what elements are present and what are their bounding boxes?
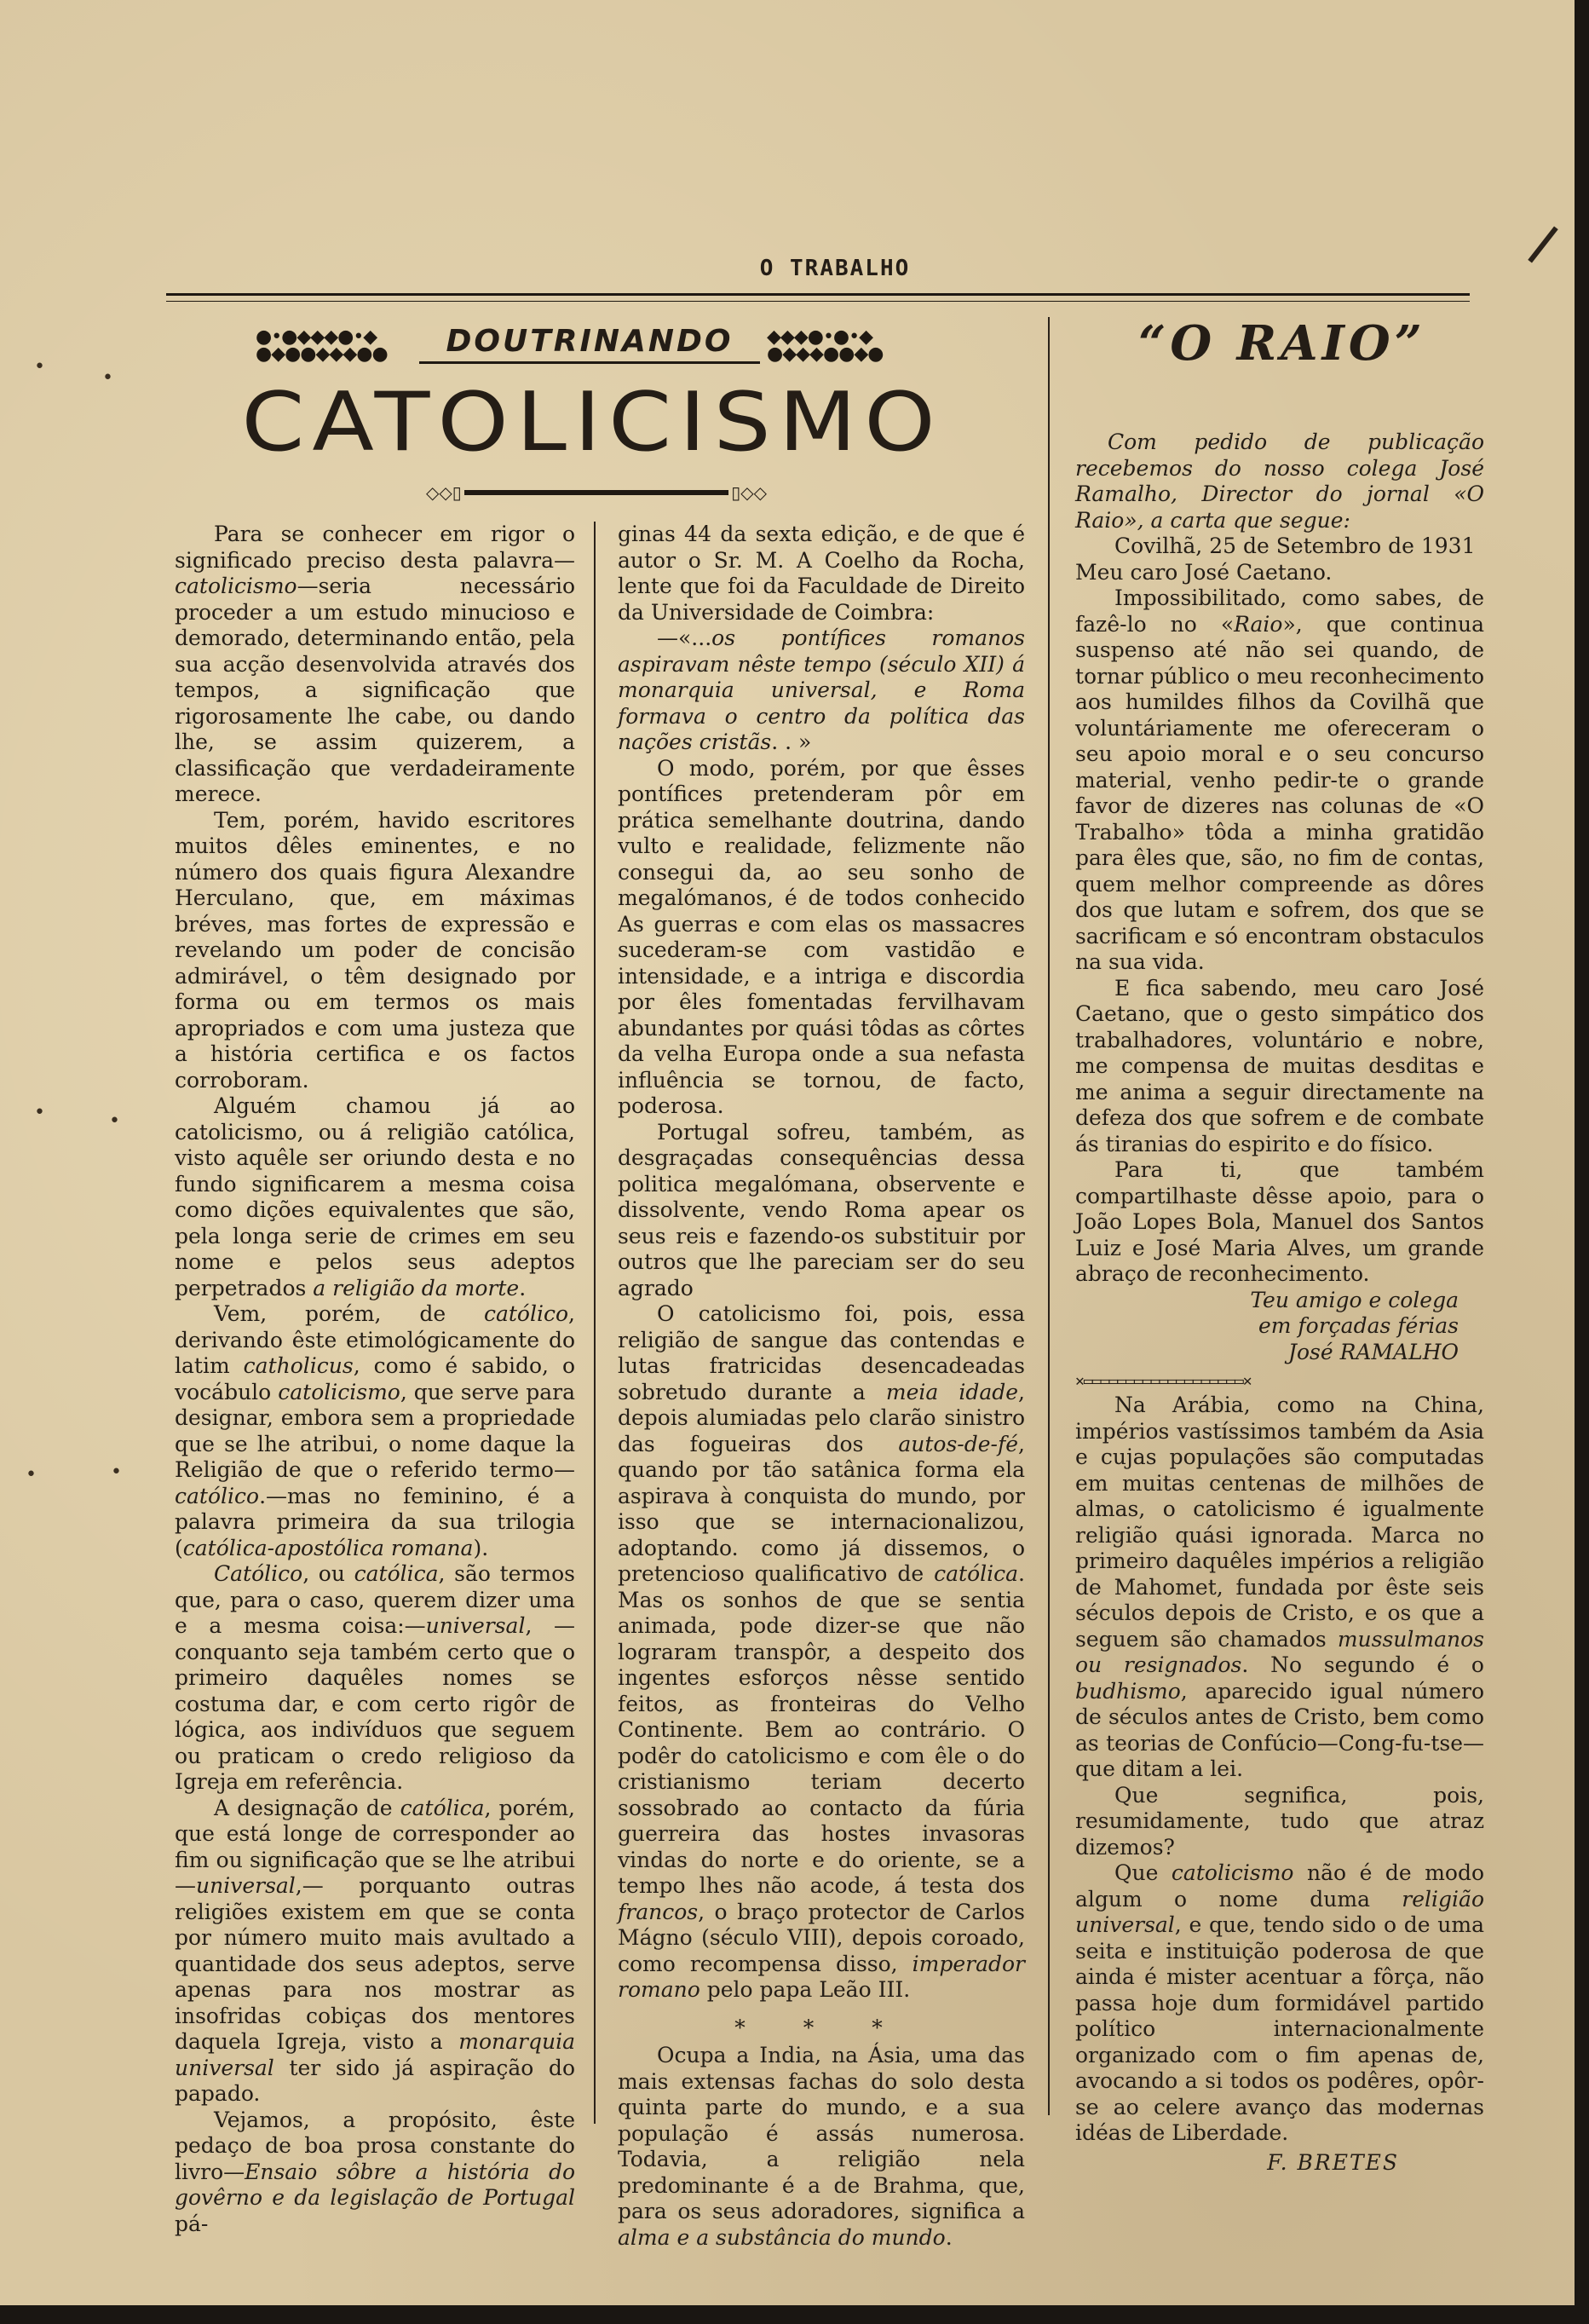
text: O catolicismo foi, pois, essa religião de sangue das contendas e lutas fratricidas desencadeadas sobretudo durante a: [618, 1301, 1025, 1404]
text: Vejamos, a propósito, êste pedaço de boa prosa constante do livro—: [175, 2107, 575, 2184]
text: , e que, tendo sido o de uma seita e instituição poderosa de que ainda é mister acentuar a fôrça, não passa hoje dum formidável partido político internacionalmente organizado com o fim apenas de, avocando a si todos os podêres, opôr-se ao celere avanço das modernas idéas de Liberdade.: [1075, 1912, 1484, 2145]
italic-text: os pontífices romanos aspiravam nêste tempo (século XII) á monarquia universal, e Roma formava o centro da política das nações cristãs: [618, 626, 1025, 754]
italic-text: francos: [618, 1899, 699, 1924]
italic-text: católica: [354, 1561, 439, 1586]
text: .: [519, 1275, 527, 1300]
text: Vem, porém, de: [214, 1301, 484, 1326]
text: A designação de: [214, 1795, 400, 1820]
text: , o braço protector de Carlos Mágno (século VIII), depois coroado, como recompensa disso,: [618, 1899, 1025, 1976]
article-column-left: [175, 522, 575, 2237]
text: , aparecido igual número de séculos antes de Cristo, bem como as teorias de Confúcio—Cong-fu-tse—que ditam a lei.: [1075, 1678, 1484, 1781]
binding-hole-mark: •: [109, 1110, 120, 1132]
binding-hole-mark: •: [111, 1462, 122, 1483]
ornament-right: ◆◆◆●•●•◆ ●◆◆◆●●◆●: [767, 326, 884, 365]
text: Que: [1114, 1860, 1172, 1885]
margin-mark: [1528, 226, 1558, 262]
italic-text: universal: [196, 1873, 296, 1898]
paragraph: [175, 1796, 575, 2108]
italic-text: católico: [175, 1483, 260, 1508]
text: , quando por tão satânica forma ela aspirava à conquista do mundo, por isso que se internacionalizou, adoptando. como já dissemos, o pretencioso qualificativo de: [618, 1431, 1025, 1586]
dateline: Covilhã, 25 de Setembro de 1931: [1114, 533, 1476, 558]
text: E fica sabendo, meu caro José Caetano, que o gesto simpático dos trabalhadores, voluntário e nobre, me compensa de muitas desditas e me anima a seguir directamente na defeza dos que sofrem e de combate ás tiranias do espirito e do físico.: [1075, 975, 1484, 1156]
italic-text: autos-de-fé: [898, 1431, 1019, 1456]
text: , são termos que, para o caso, querem dizer uma e a mesma coisa:—: [175, 1561, 575, 1638]
kicker-row: [256, 324, 912, 375]
paragraph: [1075, 1393, 1484, 1783]
paragraph: [175, 1093, 575, 1301]
text: Portugal sofreu, também, as desgraçadas consequências dessa politica megalómana, observente e dissolvente, vendo Roma apear os seus reis e fazendo-os substituir por outros que lhe pareciam ser do seu agrado: [618, 1119, 1025, 1300]
text: Alguém chamou já ao catolicismo, ou á religião católica, visto aquêle ser oriundo desta e no fundo significarem a mesma coisa como dições equivalentes que são, pela longa serie de crimes em seu nome e pelos seus adeptos perpetrados: [175, 1093, 575, 1300]
article-title: CATOLICISMO: [241, 374, 943, 470]
paragraph: [618, 522, 1025, 626]
italic-text: catolicismo: [175, 574, 297, 598]
text: Ocupa a India, na Ásia, uma das mais extensas fachas do solo desta quinta parte do mundo, e a sua população é assás numerosa. Todavia, a religião nela predominante é a de Brahma, que, para os seus adoradores, significa a: [618, 2043, 1025, 2223]
section-stars: * * *: [734, 2015, 908, 2040]
raio-title: “O RAIO”: [1138, 315, 1426, 372]
text: , — conquanto seja também certo que o primeiro daquêles nomes se costuma dar, e com certo rigôr de lógica, aos indivíduos que seguem ou praticam o credo religioso da Igreja em referência.: [175, 1613, 575, 1794]
binding-hole-mark: •: [34, 356, 45, 378]
italic-text: religião universal: [1075, 1886, 1484, 1937]
binding-hole-mark: •: [34, 1102, 45, 1123]
italic-text: mussulmanos ou resignados: [1075, 1626, 1484, 1677]
paragraph: [1075, 585, 1484, 976]
author-signature: F. BRETES: [1267, 2149, 1399, 2175]
paragraph: [1075, 976, 1484, 1158]
italic-text: monarquia universal: [175, 2029, 575, 2080]
italic-text: Católico: [214, 1561, 303, 1586]
binding-hole-mark: •: [26, 1464, 37, 1485]
italic-text: catolicismo: [1171, 1860, 1294, 1885]
title-rule: ◇◇▯ ▯◇◇: [426, 482, 767, 503]
italic-text: católica: [400, 1795, 485, 1820]
italic-text: alma e a substância do mundo: [618, 2224, 946, 2250]
text: . Mas os sonhos de que se sentia animada, pode dizer-se que não lograram transpôr, a despeito dos ingentes esforços nêsse sentido feitos, as fronteiras do Velho Continente. Bem ao contrário. O podêr do catolicismo e com êle o do cristianismo teriam decerto sossobrado ao contacto da fúria guerreira das hostes invasoras vindas do norte e do oriente, se a tempo lhes não acode, á testa dos: [618, 1561, 1025, 1898]
ornament-left: ●•●◆◆◆●•◆ ●◆●●◆◆◆●●: [256, 326, 388, 365]
intro-text: Com pedido de publicação recebemos do nosso colega José Ramalho, Director do jornal «O Raio», a carta que segue:: [1075, 430, 1484, 533]
letter-closing: [1075, 1288, 1484, 1366]
italic-text: católica: [934, 1561, 1019, 1586]
text: —seria necessário proceder a um estudo minucioso e demorado, determinando então, pela sua acção desenvolvida através dos tempos, a significação que rigorosamente lhe cabe, ou dando lhe, se assim quizerem, a classificação que verdadeiramente merece.: [175, 574, 575, 806]
italic-text: imperador romano: [618, 1951, 1025, 2002]
closing-line: Teu amigo e colega: [1250, 1287, 1459, 1312]
paragraph: [1075, 1860, 1484, 2147]
article-column-right: [1075, 430, 1484, 2176]
header-rule: [166, 293, 1470, 302]
closing-line: em forçadas férias: [1258, 1313, 1459, 1338]
italic-text: católico: [483, 1301, 569, 1326]
paragraph: [1075, 1783, 1484, 1861]
text: .: [945, 2224, 953, 2250]
text: . . »: [771, 729, 812, 754]
binding-hole-mark: •: [102, 367, 113, 389]
article-kicker: DOUTRINANDO: [446, 324, 734, 359]
italic-text: universal: [425, 1613, 526, 1638]
text: , depois alumiadas pelo clarão sinistro das fogueiras dos: [618, 1379, 1025, 1456]
text: Que segnifica, pois, resumidamente, tudo que atraz dizemos?: [1075, 1782, 1484, 1860]
text: Para se conhecer em rigor o significado preciso desta palavra—: [175, 522, 575, 573]
text: , ou: [302, 1561, 354, 1586]
column-divider: [1048, 317, 1050, 2115]
italic-text: catholicus: [243, 1353, 354, 1378]
text: , derivando êste etimológicamente do latim: [175, 1301, 575, 1378]
raio-intro: [1075, 430, 1484, 533]
paragraph: [618, 756, 1025, 1120]
text: O modo, porém, por que êsses pontífices pretenderam pôr em prática semelhante doutrina, dando vulto e realidade, felizmente não consegui da, ao seu sonho de megalómanos, é de todos conhecido As guerras e com elas os massacres sucederam-se com vastidão e intensidade, e a intriga e discordia por êles fomentadas fervilhavam abundantes por quási tôdas as côrtes da velha Europa onde a sua nefasta influência se tornou, de facto, poderosa.: [618, 755, 1025, 1118]
italic-text: a religião da morte: [313, 1275, 520, 1300]
paragraph: [175, 1561, 575, 1796]
italic-text: católica-apostólica romana: [182, 1535, 474, 1560]
paragraph: [1075, 1157, 1484, 1288]
italic-text: catolicismo: [278, 1379, 400, 1404]
paragraph: [175, 522, 575, 808]
text: , porém, que está longe de corresponder ao fim ou significação que se lhe atribui—: [175, 1795, 575, 1898]
column-divider: [594, 522, 596, 2124]
paragraph: [175, 2108, 575, 2238]
text: ).: [473, 1535, 489, 1560]
text: », que continua suspenso até não sei quando, de tornar público o meu reconhecimento aos humildes filhos da Covilhã que voluntáriamente me ofereceram o seu apoio moral e o seu concurso material, venho pedir-te o grande favor de dizeres nas colunas de «O Trabalho» tôda a minha gratidão para êles que, são, no fim de contas, quem melhor compreende as dôres dos que lutam e sofrem, dos que se sacrificam e só encontram obstaculos na sua vida.: [1075, 611, 1484, 974]
paragraph: [175, 1301, 575, 1561]
text: pá-: [175, 2211, 209, 2236]
article-column-middle: [618, 522, 1025, 2251]
text: ter sido já aspiração do papado.: [175, 2055, 575, 2106]
paragraph: [618, 2043, 1025, 2251]
kicker-underline: [419, 361, 760, 364]
salutation: Meu caro José Caetano.: [1075, 559, 1333, 585]
paragraph: [618, 1120, 1025, 1302]
text: ginas 44 da sexta edição, e de que é autor o Sr. M. A Coelho da Rocha, lente que foi da Faculdade de Direito da Universidade de Coimbra:: [618, 522, 1025, 625]
text: .—mas no feminino, é a palavra primeira da sua trilogia (: [175, 1483, 575, 1560]
text: —«...: [657, 626, 712, 650]
closing-line: José RAMALHO: [1287, 1339, 1459, 1364]
paragraph: [175, 808, 575, 1094]
italic-text: meia idade: [885, 1379, 1019, 1404]
text: não é de modo algum o nome duma: [1075, 1860, 1484, 1912]
paragraph: [618, 626, 1025, 756]
text: , como é sabido, o vocábulo: [175, 1353, 575, 1404]
italic-text: Ensaio sôbre a história do govêrno e da legislação de Portugal: [175, 2159, 575, 2210]
text: Impossibilitado, como sabes, de fazê-lo no «: [1075, 585, 1484, 637]
text: Para ti, que também compartilhaste dêsse apoio, para o João Lopes Bola, Manuel dos Santos Luiz e José Maria Alves, um grande abraço de reconhecimento.: [1075, 1157, 1484, 1286]
text: Na Arábia, como na China, impérios vastíssimos também da Asia e cujas populações são computadas em muitas centenas de milhões de almas, o catolicismo é igualmente religião quási ignorada. Marca no primeiro daquêles impérios a religião de Mahomet, fundada por êste seis séculos depois de Cristo, e os que a seguem são chamados: [1075, 1393, 1484, 1652]
text: . No segundo é o: [1241, 1652, 1484, 1677]
chain-divider: ✕▭▭▭▭▭▭▭▭▭▭▭▭▭▭▭▭▭▭▭✕: [1075, 1372, 1252, 1386]
text: ,— porquanto outras religiões existem em que se conta por número muito mais avultado a quantidade dos seus adeptos, serve apenas para nos mostrar as insofridas cobiças dos mentores daquela Igreja, visto a: [175, 1873, 575, 2054]
text: , que serve para designar, embora sem a propriedade que se lhe atribui, o nome daque la Religião de que o referido termo—: [175, 1379, 575, 1482]
text: Tem, porém, havido escritores muitos dêles eminentes, e no número dos quais figura Alexandre Herculano, que, em máximas bréves, mas fortes de expressão e revelando um poder de concisão admirável, o têm designado por forma ou em termos os mais apropriados e com uma justeza que a história certifica e os factos corroboram.: [175, 807, 575, 1093]
newspaper-title: O TRABALHO: [759, 256, 911, 281]
italic-text: Raio: [1234, 611, 1283, 637]
italic-text: budhismo: [1075, 1678, 1181, 1704]
text: pelo papa Leão III.: [700, 1977, 911, 2002]
paragraph: [618, 1301, 1025, 2004]
